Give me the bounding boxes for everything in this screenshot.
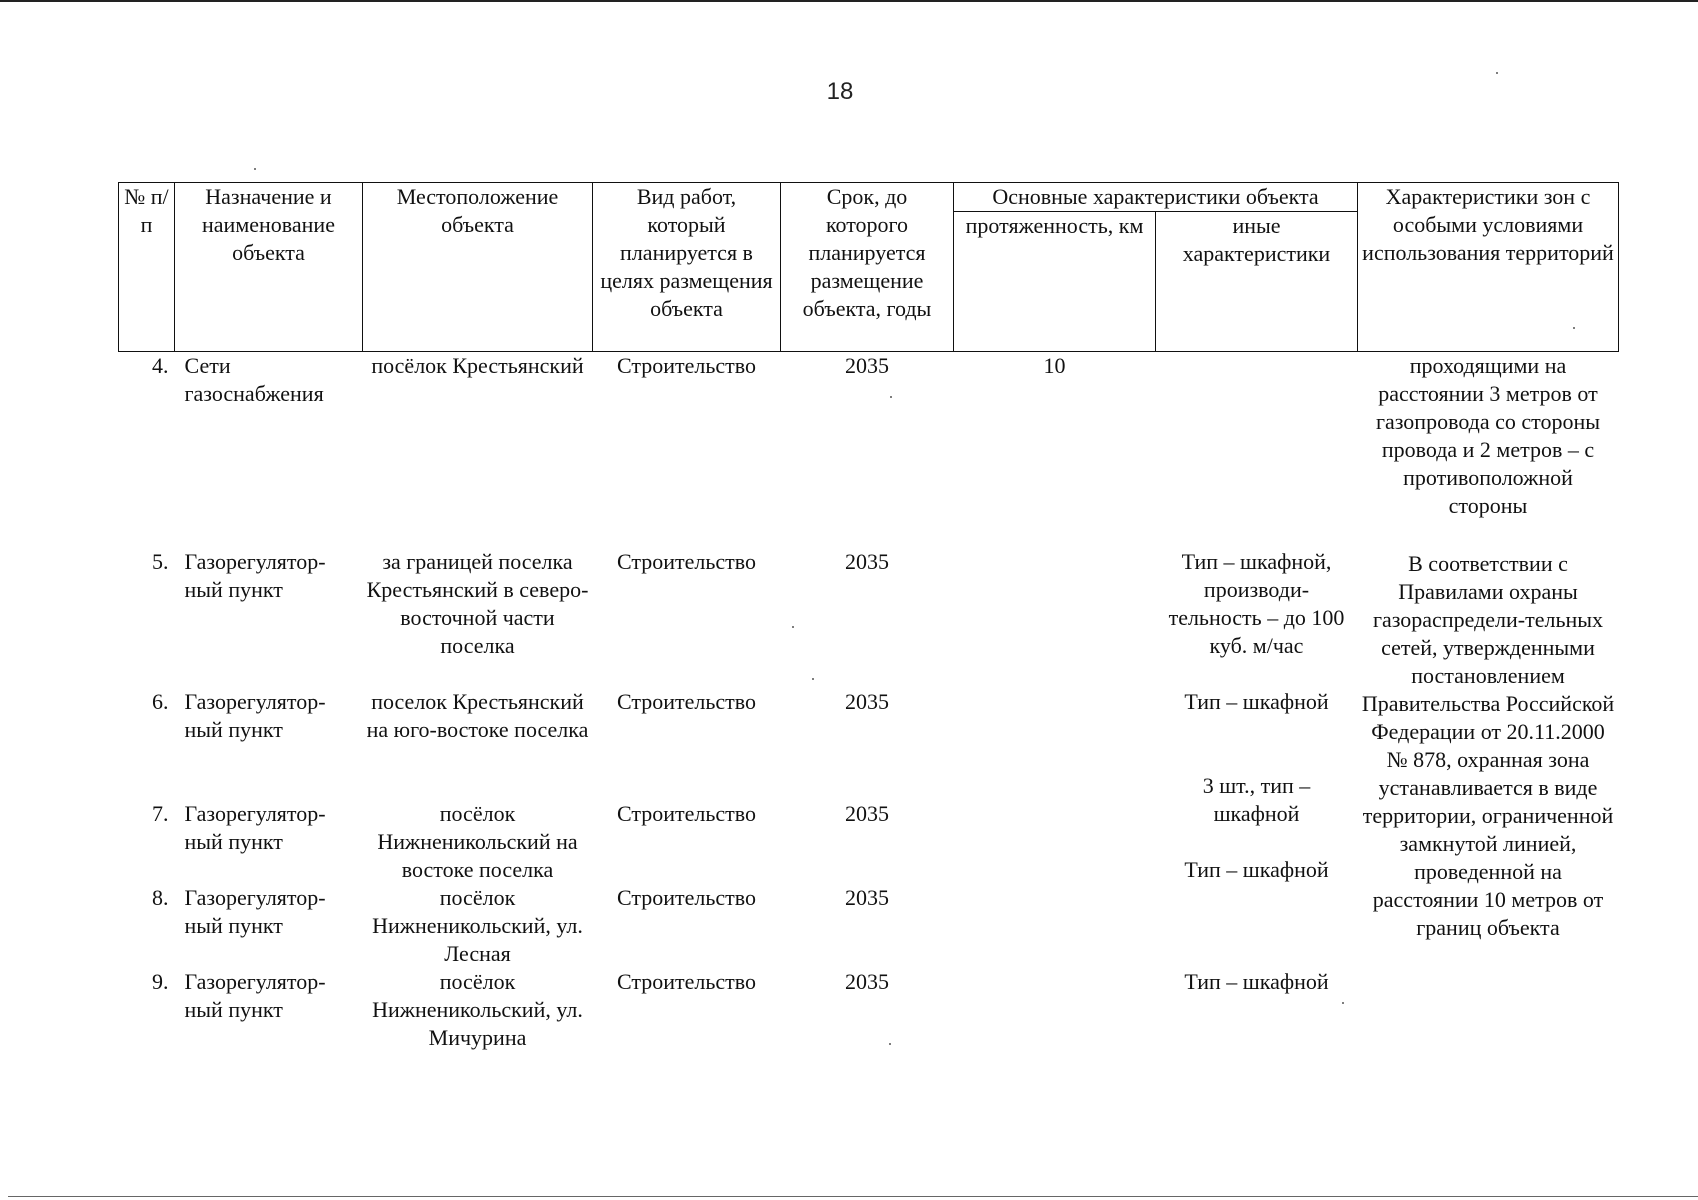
row-zone: проходящими на расстоянии 3 метров от газопровода со стороны провода и 2 метров – с противоположной стороны (1375, 353, 1601, 518)
row-other: Тип – шкафной, производи-тельность – до 100 куб. м/час (1168, 548, 1345, 658)
row-length (954, 800, 1156, 884)
row-number: 4. (152, 353, 169, 378)
row-number: 6. (152, 688, 169, 714)
scan-bottom-edge (8, 1196, 1698, 1197)
header-num: № п/п (119, 183, 175, 352)
row-number: 8. (152, 884, 169, 910)
header-deadline: Срок, до которого планируется размещение объекта, годы (781, 183, 954, 352)
header-length: протяженность, км (954, 212, 1156, 352)
table-row (119, 548, 1619, 688)
row-location: посёлок Крестьянский (371, 353, 584, 378)
row-work-type: Строительство (616, 548, 757, 574)
row-length (954, 968, 1156, 1052)
row-location: поселок Крестьянский на юго-востоке поселка (366, 688, 589, 742)
row-work-type: Строительство (616, 968, 757, 994)
row-year: 2035 (845, 353, 889, 378)
header-row-top (119, 183, 1619, 212)
row-number: 9. (152, 968, 169, 994)
row-name: Газорегулятор-ный пункт (184, 688, 326, 742)
header-work-type: Вид работ, который планируется в целях размещения объекта (593, 183, 781, 352)
row-work-type: Строительство (616, 353, 757, 378)
row-year: 2035 (845, 800, 889, 826)
header-zones: Характеристики зон с особыми условиями использования территорий (1358, 183, 1619, 352)
row-year: 2035 (845, 548, 889, 574)
row-length (954, 688, 1156, 800)
page-number: 18 (826, 78, 854, 105)
row-name: Газорегулятор-ный пункт (184, 548, 326, 602)
row-location: посёлок Нижненикольский, ул. Мичурина (372, 968, 583, 1050)
row-number: 5. (152, 548, 169, 574)
row-length (954, 548, 1156, 688)
row-location: за границей поселка Крестьянский в северо-восточной части поселка (366, 548, 589, 658)
header-other: иные характеристики (1156, 212, 1358, 352)
header-main-characteristics: Основные характеристики объекта (954, 183, 1358, 212)
row-length (954, 884, 1156, 968)
row-other (1156, 352, 1358, 548)
row-other: Тип – шкафной (1184, 688, 1329, 714)
row-name: Газорегулятор-ный пункт (184, 884, 326, 938)
scan-speck (1496, 72, 1498, 74)
row-number: 7. (152, 800, 169, 826)
row-location: посёлок Нижненикольский на востоке поселка (377, 800, 578, 882)
zone-merged-cell: В соответствии с Правилами охраны газораспредели-тельных сетей, утвержденными постановлением Правительства Российской Федерации от 20.11.2000 № 878, охранная зона устанавливается в виде территории, ограниченной замкнутой линией, проведенной на расстоянии 10 метров от границ объекта (1361, 550, 1615, 940)
objects-table (118, 182, 1619, 1052)
row-other: Тип – шкафной (1184, 856, 1329, 882)
row-work-type: Строительство (616, 884, 757, 910)
row-name: Сети газоснабжения (184, 353, 324, 406)
row-length: 10 (1043, 353, 1066, 378)
row-other: 3 шт., тип – шкафной (1202, 772, 1311, 826)
row-year: 2035 (845, 688, 889, 714)
scan-top-edge (0, 0, 1698, 2)
row-other: Тип – шкафной (1184, 968, 1329, 994)
row-work-type: Строительство (616, 800, 757, 826)
scan-speck (254, 168, 256, 170)
row-work-type: Строительство (616, 688, 757, 714)
header-location: Местоположение объекта (363, 183, 593, 352)
row-location: посёлок Нижненикольский, ул. Лесная (372, 884, 583, 966)
row-name: Газорегулятор-ный пункт (184, 800, 326, 854)
row-name: Газорегулятор-ный пункт (184, 968, 326, 1022)
row-year: 2035 (845, 968, 889, 994)
header-name: Назначение и наименование объекта (175, 183, 363, 352)
table-row (119, 352, 1619, 548)
row-year: 2035 (845, 884, 889, 910)
